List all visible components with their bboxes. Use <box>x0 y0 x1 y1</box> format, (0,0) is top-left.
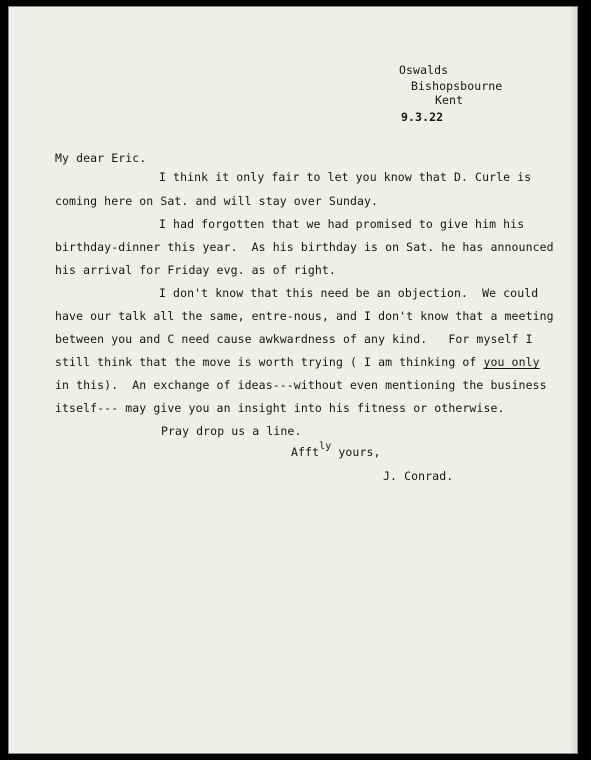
closing-yours: yours, <box>331 445 381 459</box>
salutation: My dear Eric. <box>55 151 147 165</box>
body-line: birthday-dinner this year. As his birthday is on Sat. he has announced <box>55 240 554 254</box>
address-line-1: Oswalds <box>399 63 449 77</box>
signature: J. Conrad. <box>383 469 454 483</box>
closing-word: Afft <box>291 445 320 459</box>
closing-superscript: ly <box>319 441 332 452</box>
body-text: still think that the move is worth trying ( I am thinking of <box>55 355 484 369</box>
body-line <box>55 355 540 369</box>
underlined-text: you only <box>483 355 540 369</box>
address-line-2: Bishopsbourne <box>411 79 503 93</box>
letter-page <box>8 6 578 754</box>
letter-date: 9.3.22 <box>401 110 444 124</box>
body-line: have our talk all the same, entre-nous, and I don't know that a meeting <box>55 309 554 323</box>
body-line: Pray drop us a line. <box>161 424 302 438</box>
body-line: coming here on Sat. and will stay over Sunday. <box>55 194 379 208</box>
closing <box>291 441 381 459</box>
body-line: his arrival for Friday evg. as of right. <box>55 263 336 277</box>
body-line: itself--- may give you an insight into his fitness or otherwise. <box>55 401 505 415</box>
body-line: I had forgotten that we had promised to give him his <box>159 217 525 231</box>
address-line-3: Kent <box>435 93 464 107</box>
body-line: in this). An exchange of ideas---without even mentioning the business <box>55 378 547 392</box>
body-line: I think it only fair to let you know that D. Curle is <box>159 170 532 184</box>
body-line: I don't know that this need be an objection. We could <box>159 286 539 300</box>
body-line: between you and C need cause awkwardness of any kind. For myself I <box>55 332 533 346</box>
